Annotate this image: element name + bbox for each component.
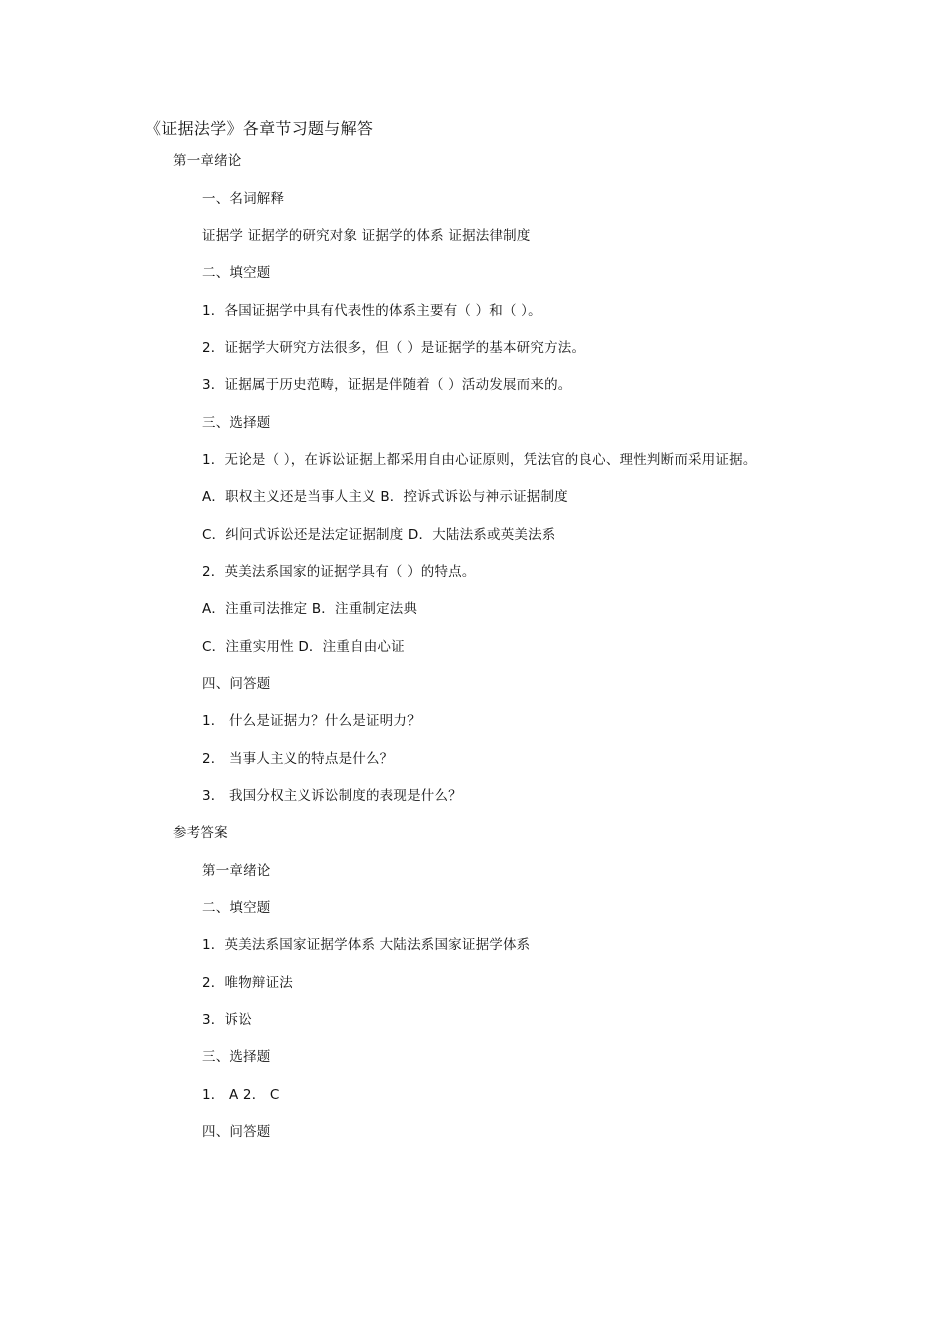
terms-content: 证据学 证据学的研究对象 证据学的体系 证据法律制度 <box>202 228 531 244</box>
qa-item: 1． 什么是证据力？什么是证明力？ <box>202 713 421 729</box>
section-heading-terms: 一、名词解释 <box>202 191 285 207</box>
qa-item: 3． 我国分权主义诉讼制度的表现是什么？ <box>202 788 462 804</box>
answers-heading: 参考答案 <box>173 825 228 841</box>
section-heading-qa: 四、问答题 <box>202 676 271 692</box>
answers-fill-heading: 二、填空题 <box>202 900 271 916</box>
answer-choice: 1． A 2． C <box>202 1087 280 1103</box>
choice-line: 1．无论是（ ），在诉讼证据上都采用自由心证原则，凭法官的良心、理性判断而采用证据。 <box>202 452 757 468</box>
chapter-heading: 第一章绪论 <box>173 153 242 169</box>
fill-item: 1．各国证据学中具有代表性的体系主要有（ ）和（ ）。 <box>202 303 542 319</box>
choice-line: C．纠问式诉讼还是法定证据制度 D．大陆法系或英美法系 <box>202 527 556 543</box>
answer-fill-item: 1．英美法系国家证据学体系 大陆法系国家证据学体系 <box>202 937 531 953</box>
answer-fill-item: 3．诉讼 <box>202 1012 252 1028</box>
choice-line: 2．英美法系国家的证据学具有（ ）的特点。 <box>202 564 476 580</box>
section-heading-choice: 三、选择题 <box>202 415 271 431</box>
choice-line: C．注重实用性 D．注重自由心证 <box>202 639 405 655</box>
answers-choice-heading: 三、选择题 <box>202 1049 271 1065</box>
qa-item: 2． 当事人主义的特点是什么？ <box>202 751 394 767</box>
document-title: 《证据法学》各章节习题与解答 <box>145 119 374 138</box>
fill-item: 2．证据学大研究方法很多，但（ ）是证据学的基本研究方法。 <box>202 340 586 356</box>
answers-qa-heading: 四、问答题 <box>202 1124 271 1140</box>
answers-chapter-heading: 第一章绪论 <box>202 863 271 879</box>
section-heading-fill: 二、填空题 <box>202 265 271 281</box>
answer-fill-item: 2．唯物辩证法 <box>202 975 293 991</box>
choice-line: A．职权主义还是当事人主义 B．控诉式诉讼与神示证据制度 <box>202 489 568 505</box>
choice-line: A．注重司法推定 B．注重制定法典 <box>202 601 418 617</box>
fill-item: 3．证据属于历史范畴，证据是伴随着（ ）活动发展而来的。 <box>202 377 572 393</box>
